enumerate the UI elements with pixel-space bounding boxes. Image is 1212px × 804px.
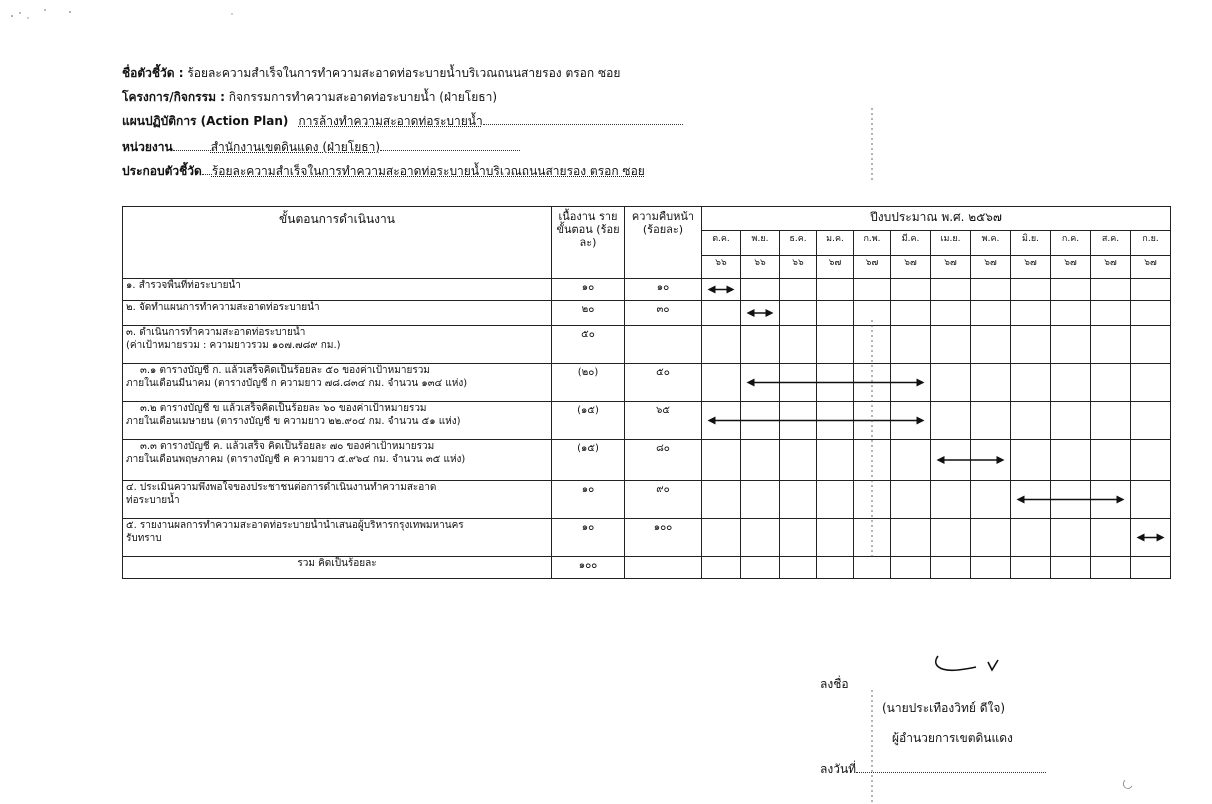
month-cell [1011, 402, 1051, 440]
month-cell [780, 402, 817, 440]
month-cell [931, 402, 971, 440]
total-empty-cell [1131, 557, 1171, 579]
table-row [123, 481, 1171, 519]
month-cell [971, 326, 1011, 364]
progress-cell: ๑๐ [625, 279, 702, 301]
month-cell [741, 279, 780, 301]
component-line [122, 164, 645, 178]
table-row [123, 279, 1171, 301]
month-year: ๖๗ [984, 258, 997, 268]
step-cell [123, 301, 552, 326]
component-label: ประกอบตัวชี้วัด [122, 164, 202, 178]
month-cell [1131, 301, 1171, 326]
month-header-6 [931, 231, 971, 279]
month-cell [1131, 279, 1171, 301]
step-cell [123, 279, 552, 301]
month-cell [931, 519, 971, 557]
month-cell [1131, 440, 1171, 481]
step-text: ๑. สำรวจพื้นที่ท่อระบายน้ำ [126, 280, 241, 291]
project-label: โครงการ/กิจกรรม : [122, 90, 225, 104]
month-header-9 [1051, 231, 1091, 279]
month-cell [891, 519, 931, 557]
month-header-4 [854, 231, 891, 279]
month-header-3 [817, 231, 854, 279]
agency-value: สำนักงานเขตดินแดง (ฝ่ายโยธา) [210, 140, 381, 154]
step-text-continued: (ค่าเป้าหมายรวม : ความยาวรวม ๑๐๗.๗๘๙ กม.) [126, 339, 341, 351]
progress-cell: ๖๕ [625, 402, 702, 440]
step-cell [123, 440, 552, 481]
workload-cell: ๑๐ [552, 279, 625, 301]
month-cell [780, 519, 817, 557]
progress-cell: ๕๐ [625, 364, 702, 402]
month-name: ต.ค. [702, 232, 740, 256]
month-header-1 [741, 231, 780, 279]
column-header-fiscal-year: ปีงบประมาณ พ.ศ. ๒๕๖๗ [702, 207, 1171, 231]
month-cell [741, 301, 780, 326]
month-cell [702, 279, 741, 301]
month-cell [854, 440, 891, 481]
month-cell [817, 279, 854, 301]
step-text-continued: ภายในเดือนพฤษภาคม (ตารางบัญชี ค ความยาว ๕.๙๖๔ กม. จำนวน ๓๕ แห่ง) [126, 453, 466, 465]
step-text-continued: ภายในเดือนมีนาคม (ตารางบัญชี ก ความยาว ๗๘.๘๓๔ กม. จำนวน ๑๓๔ แห่ง) [126, 377, 468, 389]
month-cell [817, 440, 854, 481]
total-value: ๑๐๐ [552, 557, 625, 579]
month-name: เม.ย. [931, 232, 970, 256]
month-cell [1011, 301, 1051, 326]
month-year: ๖๖ [715, 258, 727, 268]
month-name: ธ.ค. [780, 232, 816, 256]
signer-title: ผู้อำนวยการเขตดินแดง [892, 731, 1013, 745]
month-cell [702, 326, 741, 364]
month-cell [891, 364, 931, 402]
month-cell [1051, 279, 1091, 301]
signer-name: (นายประเทืองวิทย์ ดีใจ) [882, 701, 1006, 715]
total-empty-cell [741, 557, 780, 579]
plan-line [122, 114, 683, 128]
total-empty-cell [780, 557, 817, 579]
step-text: ๓.๓ ตารางบัญชี ค. แล้วเสร็จ คิดเป็นร้อยละ ๗๐ ของค่าเป้าหมายรวม [140, 441, 435, 452]
progress-cell: ๙๐ [625, 481, 702, 519]
month-cell [1131, 326, 1171, 364]
table-row [123, 402, 1171, 440]
month-cell [854, 481, 891, 519]
month-cell [971, 402, 1011, 440]
month-header-5 [891, 231, 931, 279]
month-cell [702, 440, 741, 481]
table-row [123, 440, 1171, 481]
month-cell [817, 402, 854, 440]
month-cell [971, 481, 1011, 519]
plan-label: แผนปฏิบัติการ (Action Plan) [122, 114, 289, 128]
month-cell [780, 440, 817, 481]
workload-cell: (๑๕) [552, 402, 625, 440]
month-cell [1091, 326, 1131, 364]
month-name: ก.ค. [1051, 232, 1090, 256]
total-empty-cell [1051, 557, 1091, 579]
month-cell [1051, 364, 1091, 402]
month-cell [971, 440, 1011, 481]
month-cell [702, 301, 741, 326]
month-name: ส.ค. [1091, 232, 1130, 256]
month-cell [1091, 481, 1131, 519]
month-cell [1011, 279, 1051, 301]
month-cell [1091, 364, 1131, 402]
step-text: ๓. ดำเนินการทำความสะอาดท่อระบายน้ำ [126, 327, 306, 338]
indicator-label: ชื่อตัวชี้วัด : [122, 66, 184, 80]
month-header-0 [702, 231, 741, 279]
month-cell [1091, 402, 1131, 440]
table-row [123, 301, 1171, 326]
total-empty-cell [817, 557, 854, 579]
plan-value: การล้างทำความสะอาดท่อระบายน้ำ [298, 114, 483, 128]
month-name: ก.พ. [854, 232, 890, 256]
month-cell [817, 326, 854, 364]
month-cell [854, 519, 891, 557]
month-cell [780, 301, 817, 326]
project-value: กิจกรรมการทำความสะอาดท่อระบายน้ำ (ฝ่ายโยธา) [224, 90, 498, 104]
month-header-7 [971, 231, 1011, 279]
month-cell [741, 440, 780, 481]
month-cell [931, 481, 971, 519]
month-year: ๖๗ [944, 258, 957, 268]
month-cell [780, 326, 817, 364]
workload-cell: ๑๐ [552, 519, 625, 557]
month-cell [702, 402, 741, 440]
month-cell [1011, 519, 1051, 557]
table-row [123, 364, 1171, 402]
step-text-continued: ท่อระบายน้ำ [126, 494, 180, 506]
month-cell [780, 481, 817, 519]
step-text: ๔. ประเมินความพึงพอใจของประชาชนต่อการดำเนินงานทำความสะอาด [126, 482, 437, 493]
step-text: ๒. จัดทำแผนการทำความสะอาดท่อระบายน้ำ [126, 302, 320, 313]
month-cell [971, 364, 1011, 402]
table-row [123, 519, 1171, 557]
step-text: ๓.๑ ตารางบัญชี ก. แล้วเสร็จคิดเป็นร้อยละ ๕๐ ของค่าเป้าหมายรวม [140, 365, 430, 376]
project-line [122, 90, 497, 104]
agency-line [122, 140, 520, 154]
month-cell [741, 326, 780, 364]
indicator-value: ร้อยละความสำเร็จในการทำความสะอาดท่อระบายน้ำบริเวณถนนสายรอง ตรอก ซอย [183, 66, 621, 80]
total-empty-cell [625, 557, 702, 579]
date-dotted-line [856, 761, 1046, 773]
total-empty-cell [854, 557, 891, 579]
month-cell [702, 481, 741, 519]
month-cell [1011, 326, 1051, 364]
month-year: ๖๖ [792, 258, 804, 268]
month-cell [741, 402, 780, 440]
month-cell [1011, 481, 1051, 519]
month-year: ๖๗ [1144, 258, 1157, 268]
month-cell [1051, 301, 1091, 326]
month-cell [854, 279, 891, 301]
handwritten-signature [928, 650, 1008, 680]
month-cell [891, 440, 931, 481]
month-year: ๖๗ [1024, 258, 1037, 268]
progress-cell [625, 326, 702, 364]
column-header-workload: เนื้องาน รายขั้นตอน (ร้อยละ) [552, 207, 625, 279]
month-year: ๖๗ [1064, 258, 1077, 268]
month-cell [817, 519, 854, 557]
month-name: ก.ย. [1131, 232, 1170, 256]
sign-label: ลงชื่อ [820, 677, 849, 691]
month-year: ๖๗ [1104, 258, 1117, 268]
month-cell [702, 519, 741, 557]
progress-cell: ๓๐ [625, 301, 702, 326]
month-name: มี.ค. [891, 232, 930, 256]
progress-cell: ๑๐๐ [625, 519, 702, 557]
table-row [123, 326, 1171, 364]
month-cell [891, 301, 931, 326]
month-cell [971, 301, 1011, 326]
month-header-8 [1011, 231, 1051, 279]
month-cell [931, 301, 971, 326]
month-cell [931, 364, 971, 402]
month-cell [971, 279, 1011, 301]
step-cell [123, 364, 552, 402]
month-cell [1131, 481, 1171, 519]
total-empty-cell [891, 557, 931, 579]
month-name: พ.ย. [741, 232, 779, 256]
month-cell [1051, 402, 1091, 440]
month-year: ๖๗ [865, 258, 879, 268]
workload-cell: (๒๐) [552, 364, 625, 402]
month-cell [854, 364, 891, 402]
month-cell [854, 326, 891, 364]
month-cell [741, 364, 780, 402]
month-cell [1091, 301, 1131, 326]
date-line [820, 761, 1046, 776]
month-cell [854, 402, 891, 440]
step-text: ๓.๒ ตารางบัญชี ข แล้วเสร็จคิดเป็นร้อยละ ๖๐ ของค่าเป้าหมายรวม [140, 403, 427, 414]
month-cell [702, 364, 741, 402]
month-cell [1051, 519, 1091, 557]
month-header-11 [1131, 231, 1171, 279]
month-cell [891, 279, 931, 301]
month-cell [1011, 440, 1051, 481]
total-empty-cell [1011, 557, 1051, 579]
table-body [123, 279, 1171, 579]
component-value: ร้อยละความสำเร็จในการทำความสะอาดท่อระบายน้ำบริเวณถนนสายรอง ตรอก ซอย [211, 164, 645, 178]
month-name: ม.ค. [817, 232, 853, 256]
month-cell [1051, 440, 1091, 481]
month-cell [1131, 364, 1171, 402]
month-cell [1051, 481, 1091, 519]
total-empty-cell [931, 557, 971, 579]
month-name: มิ.ย. [1011, 232, 1050, 256]
month-cell [891, 402, 931, 440]
workload-cell: ๑๐ [552, 481, 625, 519]
month-cell [741, 519, 780, 557]
agency-label: หน่วยงาน [122, 140, 173, 154]
month-year: ๖๖ [754, 258, 766, 268]
month-cell [1131, 519, 1171, 557]
month-cell [817, 481, 854, 519]
month-cell [854, 301, 891, 326]
month-cell [931, 279, 971, 301]
total-label: รวม คิดเป็นร้อยละ [123, 557, 552, 579]
month-year: ๖๗ [828, 258, 842, 268]
column-header-progress: ความคืบหน้า (ร้อยละ) [625, 207, 702, 279]
month-header-2 [780, 231, 817, 279]
step-cell [123, 519, 552, 557]
workload-cell: ๕๐ [552, 326, 625, 364]
month-cell [1091, 519, 1131, 557]
action-plan-table [122, 206, 1171, 579]
month-cell [1091, 279, 1131, 301]
total-row [123, 557, 1171, 579]
month-cell [817, 301, 854, 326]
month-name: พ.ค. [971, 232, 1010, 256]
month-header-10 [1091, 231, 1131, 279]
step-cell [123, 326, 552, 364]
month-cell [780, 364, 817, 402]
month-cell [891, 481, 931, 519]
step-text-continued: รับทราบ [126, 532, 162, 544]
column-header-steps: ขั้นตอนการดำเนินงาน [123, 207, 552, 279]
month-cell [931, 326, 971, 364]
progress-cell: ๘๐ [625, 440, 702, 481]
month-cell [1051, 326, 1091, 364]
month-cell [931, 440, 971, 481]
month-cell [891, 326, 931, 364]
month-cell [780, 279, 817, 301]
month-year: ๖๗ [904, 258, 917, 268]
step-text-continued: ภายในเดือนเมษายน (ตารางบัญชี ข ความยาว ๒๒.๙๐๔ กม. จำนวน ๕๑ แห่ง) [126, 415, 461, 427]
workload-cell: ๒๐ [552, 301, 625, 326]
month-cell [817, 364, 854, 402]
total-empty-cell [1091, 557, 1131, 579]
workload-cell: (๑๕) [552, 440, 625, 481]
total-empty-cell [702, 557, 741, 579]
month-cell [1131, 402, 1171, 440]
indicator-line [122, 66, 620, 80]
step-cell [123, 481, 552, 519]
total-empty-cell [971, 557, 1011, 579]
month-cell [1011, 364, 1051, 402]
month-cell [741, 481, 780, 519]
step-text: ๕. รายงานผลการทำความสะอาดท่อระบายน้ำนำเสนอผู้บริหารกรุงเทพมหานคร [126, 520, 464, 531]
month-cell [971, 519, 1011, 557]
month-cell [1091, 440, 1131, 481]
date-label: ลงวันที่ [820, 762, 857, 776]
step-cell [123, 402, 552, 440]
